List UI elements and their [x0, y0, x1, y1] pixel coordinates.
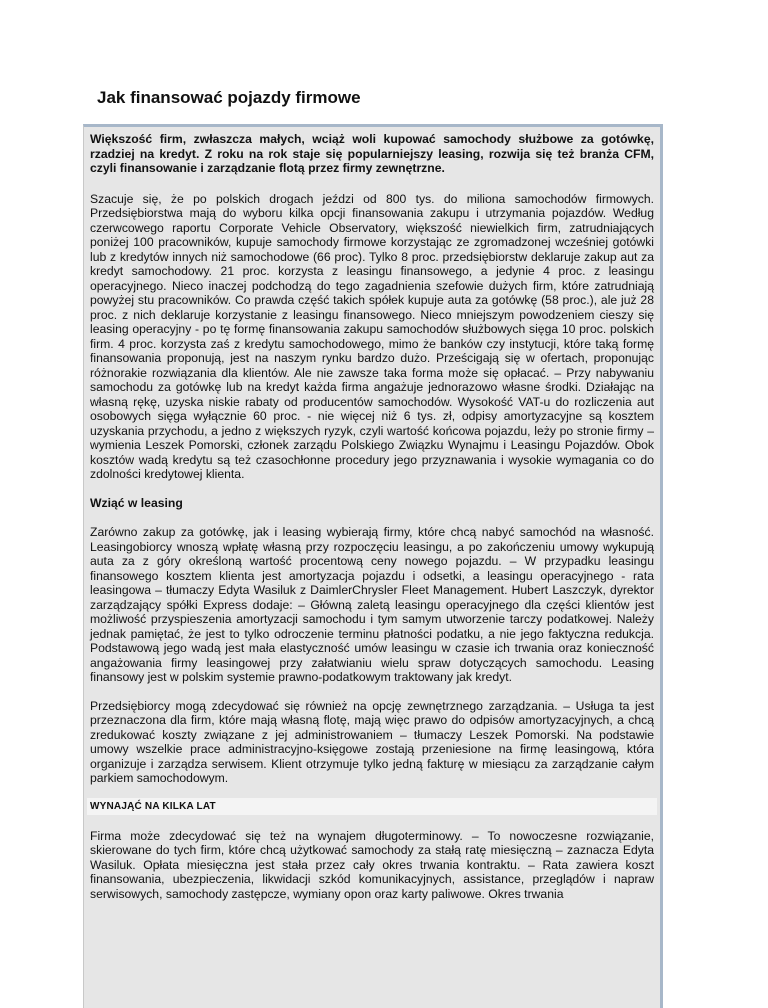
article-box	[83, 124, 663, 1008]
paragraph-4: Firma może zdecydować się też na wynajem długoterminowy. – To nowoczesne rozwiązanie, skierowane do tych firm, które chcą użytkować samochody za stałą ratę miesięczną – zaznacza Edyta Wasiluk. Opłata miesięczna jest stała przez cały okres trwania kontraktu. – Rata zawiera koszt finansowania, ubezpieczenia, likwidacji szkód komunikacyjnych, assistance, przeglądów i napraw serwisowych, samochody zastępcze, wymiany opon oraz karty paliwowe. Okres trwania	[90, 828, 654, 901]
paragraph-2: Zarówno zakup za gotówkę, jak i leasing wybierają firmy, które chcą nabyć samochód na własność. Leasingobiorcy wnoszą wpłatę własną przy rozpoczęciu leasingu, a po zakończeniu umowy wykupują auta za z góry określoną wartość procentową ceny nowego pojazdu. – W przypadku leasingu finansowego kosztem klienta jest amortyzacja pojazdu i odsetki, a leasingu operacyjnego - rata leasingowa – tłumaczy Edyta Wasiluk z DaimlerChrysler Fleet Management. Hubert Laszczyk, dyrektor zarządzający spółki Express dodaje: – Główną zaletą leasingu operacyjnego dla części klientów jest możliwość przyspieszenia amortyzacji samochodu i tym samym utworzenie tarczy podatkowej. Należy jednak pamiętać, że jest to tylko odroczenie terminu płatności podatku, a nie jego faktyczna redukcja. Podstawową jego wadą jest mała elastyczność umów leasingu w czasie ich trwania oraz konieczność angażowania firmy leasingowej przy załatwianiu wielu spraw dotyczących samochodu. Leasing finansowy jest w polskim systemie prawno-podatkowym traktowany jak kredyt.	[90, 525, 654, 684]
paragraph-3: Przedsiębiorcy mogą zdecydować się również na opcję zewnętrznego zarządzania. – Usługa ta jest przeznaczona dla firm, które mają własną flotę, mają więc prawo do odpisów amortyzacyjnych, a chcą zredukować koszty związane z jej administrowaniem – tłumaczy Leszek Pomorski. Na podstawie umowy wszelkie prace administracyjno-księgowe zostają przeniesione na firmę leasingową, która organizuje i zarządza serwisem. Klient otrzymuje tylko jedną fakturę w miesiącu za zarządzanie całym parkiem samochodowym.	[90, 698, 654, 785]
subheading-rental: WYNAJĄĆ NA KILKA LAT	[87, 798, 657, 815]
subheading-leasing: Wziąć w leasing	[90, 495, 183, 510]
paragraph-1: Szacuje się, że po polskich drogach jeździ od 800 tys. do miliona samochodów firmowych. Przedsiębiorstwa mają do wyboru kilka opcji finansowania zakupu i utrzymania pojazdów. Według czerwcowego raportu Corporate Vehicle Observatory, większość niewielkich firm, zatrudniających poniżej 100 pracowników, kupuje samochody firmowe korzystając ze zgromadzonej wcześniej gotówki lub z kredytów innych niż samochodowe (66 proc). Tylko 8 proc. przedsiębiorstw deklaruje zakup aut za kredyt samochodowy. 21 proc. korzysta z leasingu finansowego, a jedynie 4 proc. z leasingu operacyjnego. Nieco inaczej podchodzą do tego zagadnienia szefowie dużych firm, które zatrudniają powyżej stu pracowników. Co prawda część takich spółek kupuje auta za gotówkę (58 proc.), ale już 28 proc. z nich deklaruje korzystanie z leasingu finansowego. Nieco mniejszym powodzeniem cieszy się leasing operacyjny - po tę formę finansowania zakupu samochodów służbowych sięga 10 proc. polskich firm. 4 proc. korzysta zaś z kredytu samochodowego, mimo że banków czy instytucji, które taką formę finansowania proponują, jest na naszym rynku bardzo dużo. Prześcigają się w ofertach, proponując różnorakie rozwiązania dla klientów. Ale nie zawsze taka forma może się opłacać. – Przy nabywaniu samochodu za gotówkę lub na kredyt każda firma angażuje jednorazowo własne środki. Działając na własną rękę, uzyska niskie rabaty od producentów samochodów. Wysokość VAT-u do rozliczenia aut osobowych sięga wyłącznie 60 proc. - nie więcej niż 6 tys. zł, odpisy amortyzacyjne są kosztem uzyskania przychodu, a jedno z większych ryzyk, czyli wartość końcowa pojazdu, leży po stronie firmy – wymienia Leszek Pomorski, członek zarządu Polskiego Związku Wynajmu i Leasingu Pojazdów. Obok kosztów wadą kredytu są też czasochłonne procedury jego przyznawania i wysokie wymagania co do zdolności kredytowej klienta.	[90, 191, 654, 481]
article-lead: Większość firm, zwłaszcza małych, wciąż woli kupować samochody służbowe za gotówkę, rzadziej na kredyt. Z roku na rok staje się popularniejszy leasing, rozwija się też branża CFM, czyli finansowanie i zarządzanie flotą przez firmy zewnętrzne.	[90, 132, 654, 175]
article-title: Jak finansować pojazdy firmowe	[97, 88, 361, 107]
